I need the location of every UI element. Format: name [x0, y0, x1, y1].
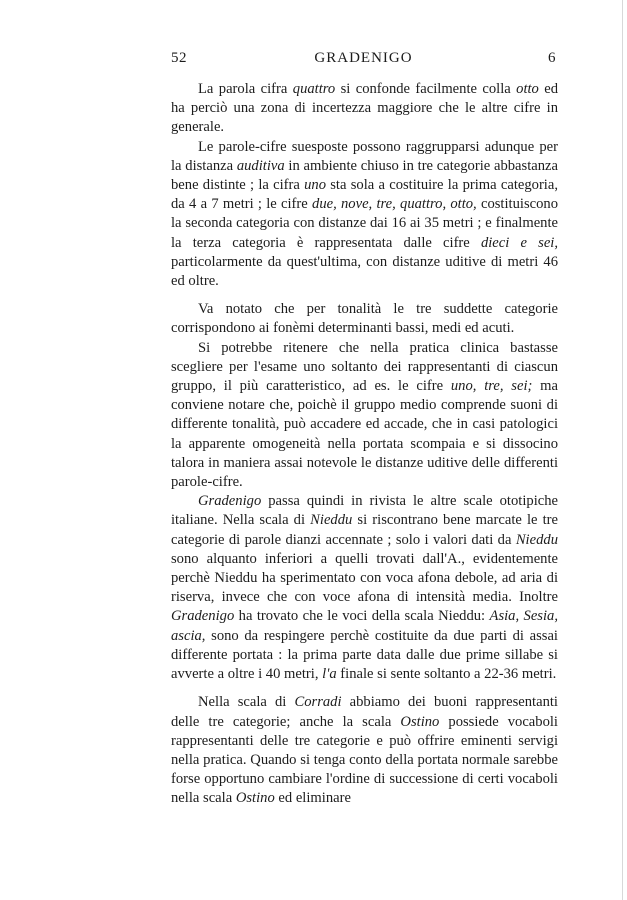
text-run: sono alquanto inferiori a quelli trovati dall'A., evidentemente perchè Nieddu ha sperimentato con voca afona debole, ad aria di riserva, invece che con voce afona di intensità media. Inoltre: [171, 550, 558, 606]
paragraph: [171, 339, 558, 493]
paragraph: [171, 138, 558, 292]
paragraph: [171, 693, 558, 808]
italic-term: uno: [304, 177, 326, 194]
signature-mark: 6: [548, 50, 556, 66]
text-run: Nella scala di: [198, 694, 295, 711]
text-run: ha trovato che le voci della scala Nieddu:: [234, 608, 490, 625]
text-run: si riscontrano bene marcate le tre categorie di parole dianzi accennate ; solo i valori dati da: [171, 512, 558, 548]
italic-term: due, nove, tre, quattro, otto,: [312, 196, 477, 213]
italic-term: auditiva: [236, 157, 285, 174]
text-run: sono da respingere perchè costituite da due parti di assai differente portata : la prima parte data dalle due prime sillabe si avverte a oltre i 40 metri,: [171, 627, 558, 683]
text-run: possiede vocaboli rappresentanti delle tre categorie e può offrire eminenti servigi nella pratica. Quando si tenga conto della portata normale sarebbe forse opportuno cambiare l'ordine di successione di certi vocaboli nella scala: [171, 713, 558, 807]
text-run: in ambiente chiuso in tre categorie abbastanza bene distinte ; la cifra: [171, 157, 558, 194]
text-run: Le parole-cifre suesposte possono raggrupparsi adunque per la distanza: [171, 138, 558, 174]
text-run: particolarmente da quest'ultima, con distanze uditive di metri 46 ed oltre.: [171, 253, 558, 290]
italic-term: Nieddu: [310, 512, 353, 529]
text-run: sta sola a costituire la prima categoria, da 4 a 7 metri ; le cifre: [171, 177, 558, 213]
text-run: finale si sente soltanto a 22-36 metri.: [336, 666, 557, 683]
italic-term: l'a: [322, 666, 337, 683]
paragraph: [171, 300, 558, 338]
paragraph: [171, 492, 558, 684]
italic-term: dieci e sei,: [480, 234, 559, 251]
text-run: costituiscono la seconda categoria con distanze dai 16 ai 35 metri ; e finalmente la terza categoria è rappresentata dalle cifre: [171, 196, 558, 251]
text-run: abbiamo dei buoni rappresentanti delle tre categorie; anche la scala: [171, 694, 558, 730]
italic-term: otto: [516, 81, 539, 97]
text-run: Si potrebbe ritenere che nella pratica clinica bastasse scegliere per l'esame uno soltanto dei rappresentanti di ciascun gruppo, il più caratteristico, ad es. le cifre: [171, 339, 558, 395]
italic-term: Corradi: [294, 694, 342, 711]
italic-term: Ostino: [235, 790, 275, 807]
page-number: 52: [171, 50, 187, 66]
page-edge-line: [622, 0, 623, 900]
paragraph: [171, 80, 558, 138]
italic-term: Gradenigo: [198, 493, 262, 510]
italic-term: Gradenigo: [171, 608, 235, 625]
text-run: ed ha perciò una zona di incertezza maggiore che le altre cifre in generale.: [171, 81, 559, 136]
italic-term: uno, tre, sei;: [450, 378, 533, 395]
text-run: passa quindi in rivista le altre scale ototipiche italiane. Nella scala di: [171, 493, 558, 529]
body-text: [171, 80, 558, 809]
text-run: si confonde facilmente colla: [335, 81, 517, 97]
text-run: ma conviene notare che, poichè il gruppo medio comprende suoni di differente tonalità, può accadere ed accade, che in casi patologici la apparente omogeneità nella portata scompaia e si dissocino talora in maniera assai notevole le distanze uditive delle differenti parole-cifre.: [171, 378, 558, 491]
italic-term: Nieddu: [515, 531, 558, 548]
text-run: Va notato che per tonalità le tre suddette categorie corrispondono ai fonèmi determinanti bassi, medi ed acuti.: [171, 301, 558, 337]
running-title: GRADENIGO: [314, 50, 413, 66]
running-header: [171, 50, 556, 72]
text-run: ed eliminare: [274, 790, 351, 807]
text-run: La parola cifra: [198, 81, 293, 97]
italic-term: Ostino: [400, 713, 440, 730]
italic-term: quattro: [292, 81, 336, 97]
italic-term: Asia, Sesia, ascia,: [171, 608, 558, 644]
